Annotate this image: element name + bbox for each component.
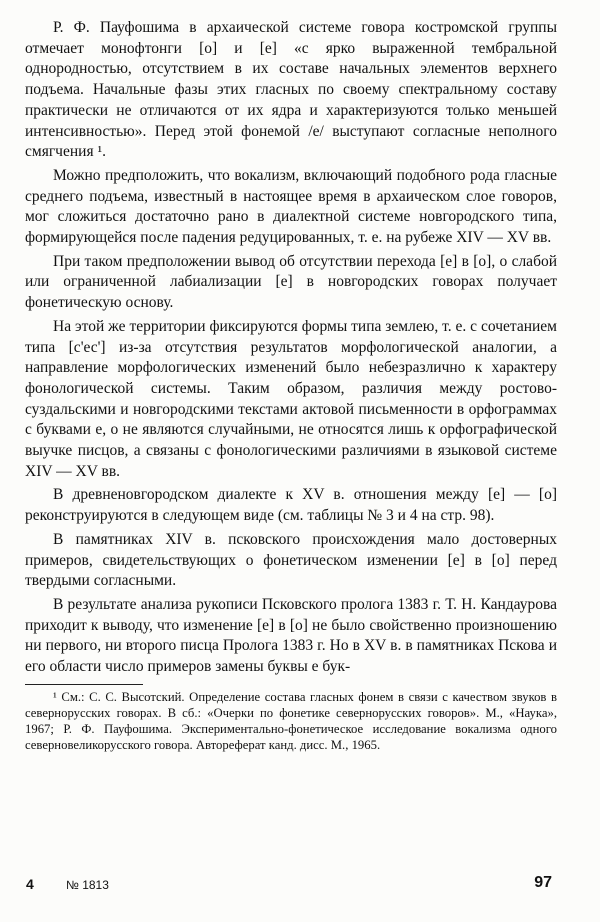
page-number: 97 (534, 874, 552, 891)
paragraph-7: В результате анализа рукописи Псковского пролога 1383 г. Т. Н. Кандаурова приходит к выводу, что изменение [е] в [о] не было свойственно произношению ни первого, ни второго писца Пролога 1383 г. Но в XV в. в памятниках Пскова и его области число примеров замены буквы е бук- (25, 595, 557, 676)
paragraph-4: На этой же территории фиксируются формы типа землею, т. е. с сочетанием типа [с'ес'] из-за отсутствия результатов морфологической аналогии, а направление морфологических изменений было небезразлично к характеру фонологической системы. Таким образом, различия между ростово-суздальскими и новгородскими текстами актовой письменности в орфограммах с буквами е, о не являются случайными, не относятся лишь к орфографической выучке писцов, а связаны с фонологическими различиями в языковой системе XIV — XV вв. (25, 317, 557, 480)
paragraph-6: В памятниках XIV в. псковского происхождения мало достоверных примеров, свидетельствующих о фонетическом изменении [е] в [о] перед твердыми согласными. (25, 530, 557, 590)
paragraph-2: Можно предположить, что вокализм, включающий подобного рода гласные среднего подъема, известный в настоящее время в архаическом слое говоров, мог сложиться достаточно рано в диалектной системе новгородского типа, формирующейся после падения редуцированных, т. е. на рубеже XIV — XV вв. (25, 166, 557, 247)
footnote-divider (25, 684, 143, 685)
footnote: ¹ См.: С. С. Высотский. Определение состава гласных фонем в связи с качеством звуков в севернорусских говорах. В сб.: «Очерки по фонетике севернорусских говоров». М., «Наука», 1967; Р. Ф. Пауфошима. Экспериментально-фонетическое исследование вокализма одного северновеликорусского говора. Автореферат канд. дисс. М., 1965. (25, 689, 557, 752)
print-number: № 1813 (66, 878, 109, 892)
paragraph-5: В древненовгородском диалекте к XV в. отношения между [е] — [о] реконструируются в следующем виде (см. таблицы № 3 и 4 на стр. 98). (25, 486, 557, 525)
paragraph-3: При таком предположении вывод об отсутствии перехода [е] в [о], о слабой или ограниченной лабиализации [е] в новгородских говорах получает фонетическую основу. (25, 252, 557, 312)
signature-mark: 4 (26, 876, 34, 892)
page-body (25, 18, 557, 753)
paragraph-1: Р. Ф. Пауфошима в архаической системе говора костромской группы отмечает монофтонги [о] и [е] «с ярко выраженной тембральной однородностью, отсутствием в их составе начальных элементов верхнего подъема. Начальные фазы этих гласных по своему спектральному составу практически не отличаются от их ядра и характеризуются только меньшей интенсивностью». Перед этой фонемой /е/ выступают согласные неполного смягчения ¹. (25, 19, 557, 161)
